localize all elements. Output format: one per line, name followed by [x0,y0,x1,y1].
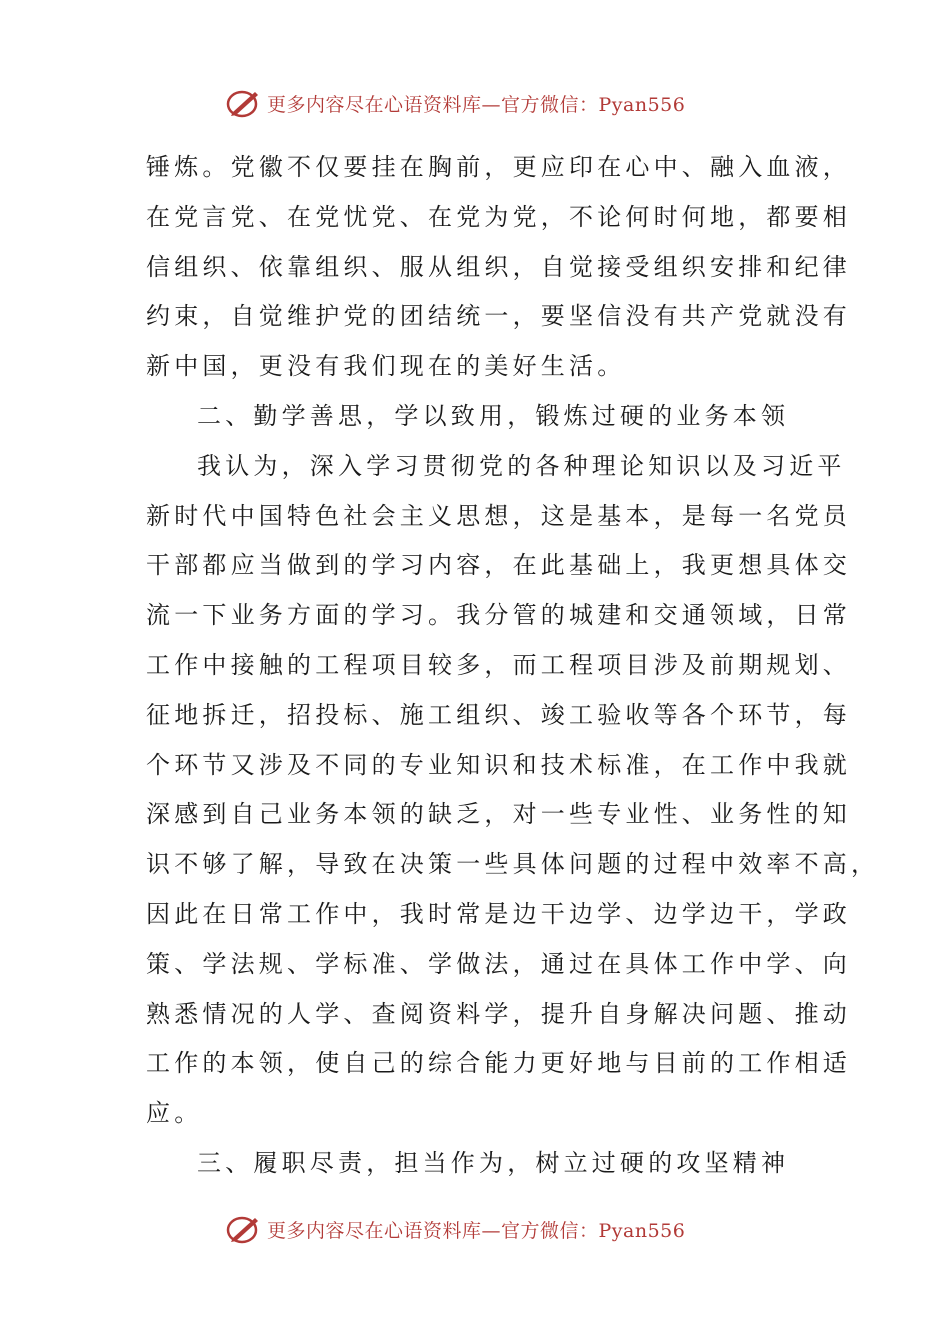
text-line: 约束，自觉维护党的团结统一，要坚信没有共产党就没有 [146,302,851,331]
header-banner-text: 更多内容尽在心语资料库—官方微信：Pyan556 [267,93,686,116]
text-line: 熟悉情况的人学、查阅资料学，提升自身解决问题、推动 [146,999,851,1028]
text-line: 干部都应当做到的学习内容，在此基础上，我更想具体交 [146,551,851,580]
text-line: 在党言党、在党忧党、在党为党，不论何时何地，都要相 [146,202,851,231]
footer-banner-text: 更多内容尽在心语资料库—官方微信：Pyan556 [267,1219,686,1242]
text-line: 征地拆迁，招投标、施工组织、竣工验收等各个环节，每 [146,700,851,729]
header-watermark-banner [225,86,745,120]
text-line: 我认为，深入学习贯彻党的各种理论知识以及习近平 [197,451,846,480]
text-line: 应。 [146,1099,203,1128]
document-body [146,143,880,1189]
section-heading-3: 三、履职尽责，担当作为，树立过硬的攻坚精神 [197,1148,790,1177]
text-line: 工作中接触的工程项目较多，而工程项目涉及前期规划、 [146,650,851,679]
pen-logo-icon [225,86,263,120]
text-line: 新时代中国特色社会主义思想，这是基本，是每一名党员 [146,501,851,530]
text-line: 因此在日常工作中，我时常是边干边学、边学边干，学政 [146,899,851,928]
text-line: 工作的本领，使自己的综合能力更好地与目前的工作相适 [146,1049,851,1078]
text-line: 深感到自己业务本领的缺乏，对一些专业性、业务性的知 [146,800,851,829]
text-line: 新中国，更没有我们现在的美好生活。 [146,352,626,381]
text-line: 个环节又涉及不同的专业知识和技术标准，在工作中我就 [146,750,851,779]
text-line: 识不够了解，导致在决策一些具体问题的过程中效率不高， [146,850,880,879]
pen-logo-icon [225,1212,263,1246]
text-line: 流一下业务方面的学习。我分管的城建和交通领域，日常 [146,601,851,630]
text-line: 策、学法规、学标准、学做法，通过在具体工作中学、向 [146,949,851,978]
text-line: 信组织、依靠组织、服从组织，自觉接受组织安排和纪律 [146,252,851,281]
footer-watermark-banner [225,1212,745,1246]
text-line: 锤炼。党徽不仅要挂在胸前，更应印在心中、融入血液， [146,153,851,181]
section-heading-2: 二、勤学善思，学以致用，锻炼过硬的业务本领 [197,401,790,430]
